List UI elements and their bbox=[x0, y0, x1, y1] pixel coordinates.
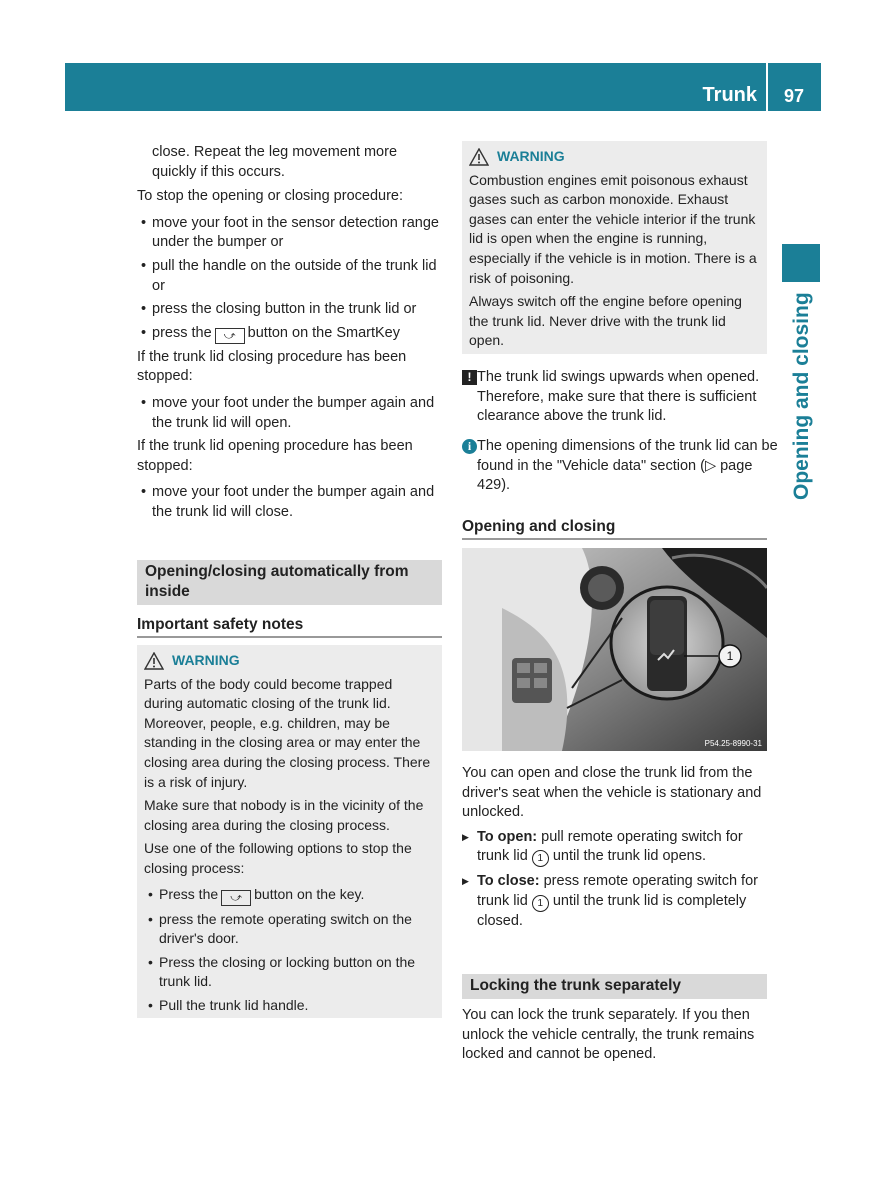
left-column-text bbox=[137, 143, 442, 523]
photo-code: P54.25-8990-31 bbox=[704, 739, 762, 748]
section-title-auto-inside: Opening/closing automatically from inside bbox=[137, 560, 442, 605]
page-number: 97 bbox=[783, 86, 805, 106]
subheading-opening-closing: Opening and closing bbox=[462, 517, 767, 540]
warning-box-trapping bbox=[137, 645, 442, 1018]
warning-triangle-icon bbox=[469, 148, 489, 166]
warning-label: WARNING bbox=[497, 148, 565, 164]
stop-item bbox=[137, 324, 442, 344]
instruction-open-label: To open: bbox=[477, 828, 538, 845]
stop-heading: To stop the opening or closing procedure: bbox=[137, 188, 404, 205]
trunk-key-icon: ⤻ bbox=[221, 890, 251, 906]
instruction-open-pre: pull remote operating switch for trunk lid bbox=[477, 828, 743, 865]
section-title-locking: Locking the trunk separately bbox=[462, 974, 767, 999]
instruction-close-pre: press remote operating switch for trunk lid bbox=[477, 873, 758, 909]
warning-list-item: • press the remote operating switch on the driver's door. bbox=[144, 910, 435, 949]
opening-closing-text bbox=[462, 764, 767, 932]
stop-item: • press the closing button in the trunk lid or bbox=[137, 300, 442, 320]
note-dimensions bbox=[462, 437, 782, 496]
closing-stopped-item: • move your foot under the bumper again and the trunk lid will open. bbox=[137, 394, 442, 433]
warning-paragraph: Use one of the following options to stop the closing process: bbox=[144, 840, 412, 876]
stop-item: • move your foot in the sensor detection range under the bumper or bbox=[137, 214, 442, 253]
warning-label: WARNING bbox=[172, 652, 240, 668]
opening-stopped-item: • move your foot under the bumper again and the trunk lid will close. bbox=[137, 483, 442, 522]
stop-item-4-post: button on the SmartKey bbox=[247, 324, 400, 341]
stop-item-4-pre: press the bbox=[152, 324, 212, 341]
callout-1-icon: 1 bbox=[532, 895, 549, 912]
warning-list-item bbox=[144, 885, 435, 906]
intro-continued: close. Repeat the leg movement more quickly if this occurs. bbox=[152, 144, 398, 180]
warning-box-exhaust bbox=[462, 141, 767, 354]
side-tab-marker bbox=[782, 244, 820, 282]
subheading-safety-notes: Important safety notes bbox=[137, 615, 442, 638]
warning-paragraph: Parts of the body could become trapped during automatic closing of the trunk lid. Moreover, people, e.g. children, may be standing in the closing area or may enter the closing area during the closing process. There is a risk of injury. bbox=[144, 675, 431, 790]
exclamation-icon: ! bbox=[462, 370, 477, 385]
warning-paragraph: Combustion engines emit poisonous exhaust gases such as carbon monoxide. Exhaust gases can enter the vehicle interior if the trunk lid is open when the engine is running, especially if the vehicle is in motion. There is a risk of poisoning. bbox=[469, 171, 757, 286]
warning-paragraph: Make sure that nobody is in the vicinity of the closing area during the closing process. bbox=[144, 797, 424, 833]
opening-closing-intro: You can open and close the trunk lid from the driver's seat when the vehicle is stationary and unlocked. bbox=[462, 765, 762, 821]
warning-item-1-post: button on the key. bbox=[254, 885, 365, 902]
opening-stopped-text: If the trunk lid opening procedure has been stopped: bbox=[137, 438, 413, 474]
closing-stopped-text: If the trunk lid closing procedure has been stopped: bbox=[137, 348, 407, 385]
locking-text: You can lock the trunk separately. If you then unlock the vehicle centrally, the trunk remains locked and cannot be opened. bbox=[462, 1007, 755, 1063]
warning-paragraph: Always switch off the engine before opening the trunk lid. Never drive with the trunk lid open. bbox=[469, 293, 742, 349]
instruction-close bbox=[462, 872, 767, 931]
warning-item-1-pre: Press the bbox=[159, 885, 219, 902]
note-clearance-text: The trunk lid swings upwards when opened. Therefore, make sure that there is sufficient clearance above the trunk lid. bbox=[477, 369, 760, 425]
header-divider bbox=[766, 63, 768, 111]
side-tab-label: Opening and closing bbox=[790, 292, 813, 500]
warning-list-item: • Press the closing or locking button on the trunk lid. bbox=[144, 953, 435, 992]
info-icon: i bbox=[462, 439, 477, 454]
door-switch-photo bbox=[462, 548, 767, 751]
note-dimensions-text: The opening dimensions of the trunk lid can be found in the "Vehicle data" section (▷ page 429). bbox=[477, 438, 778, 494]
instruction-close-post: until the trunk lid is completely closed. bbox=[477, 892, 747, 929]
instruction-open bbox=[462, 828, 767, 868]
note-clearance bbox=[462, 368, 782, 427]
instruction-close-label: To close: bbox=[477, 873, 540, 890]
warning-list-item: • Pull the trunk lid handle. bbox=[144, 996, 435, 1016]
instruction-open-post: until the trunk lid opens. bbox=[552, 848, 706, 865]
stop-item: • pull the handle on the outside of the trunk lid or bbox=[137, 257, 442, 296]
callout-1-icon: 1 bbox=[532, 850, 549, 867]
warning-heading bbox=[469, 147, 760, 167]
warning-triangle-icon bbox=[144, 652, 164, 670]
callout-number: 1 bbox=[726, 649, 734, 663]
page-title: Trunk bbox=[702, 84, 757, 106]
trunk-key-icon: ⤻ bbox=[215, 328, 245, 344]
warning-heading bbox=[144, 651, 435, 671]
